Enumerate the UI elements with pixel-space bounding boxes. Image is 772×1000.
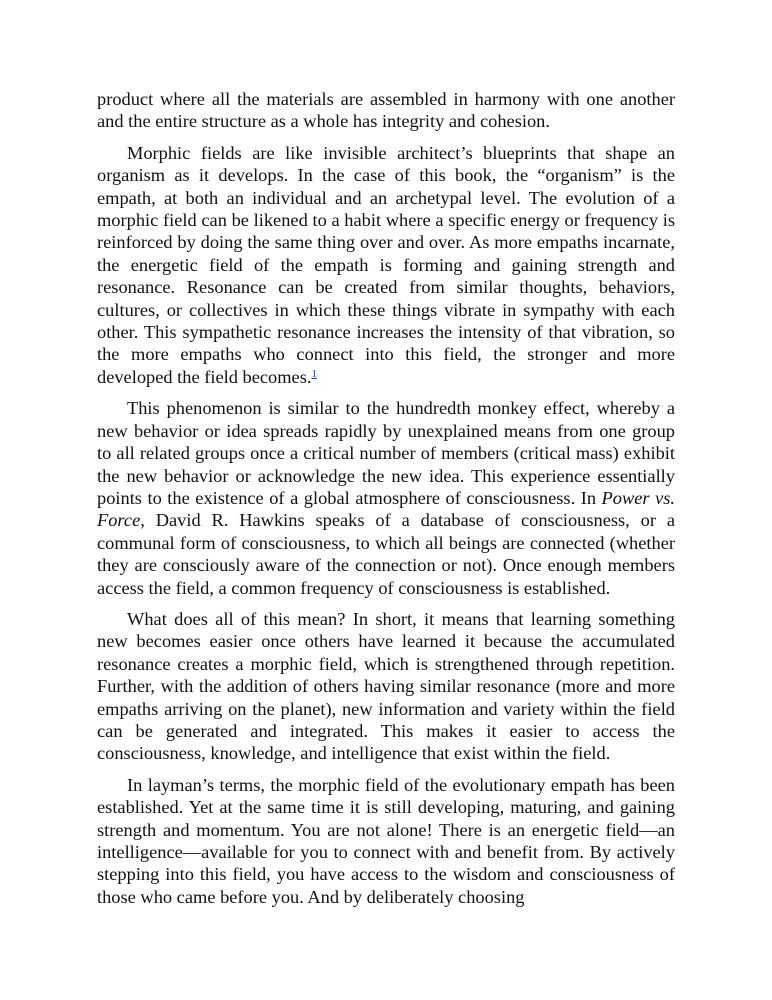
book-title: Power vs. Force, bbox=[97, 487, 675, 531]
paragraph-text: product where all the materials are assembled in harmony with one another and the entire structure as a whole has integrity and cohesion. bbox=[97, 89, 675, 132]
paragraph-text: In layman’s terms, the morphic field of the evolutionary empath has been established. Yet at the same time it is still developing, maturing, and gaining strength and momentum. You are not alone! There is an energetic field—an intelligence—available for you to connect with and benefit from. By actively stepping into this field, you have access to the wisdom and consciousness of those who came before you. And by deliberately choosing bbox=[97, 774, 675, 907]
paragraph-morphic-fields bbox=[97, 142, 675, 388]
footnote-link[interactable]: 1 bbox=[311, 367, 317, 380]
paragraph-laymans-terms bbox=[97, 774, 675, 908]
paragraph-text: David R. Hawkins speaks of a database of consciousness, or a communal form of consciousness, to which all beings are connected (whether they are consciously aware of the connection or not). Once enough members access the field, a common frequency of consciousness is established. bbox=[97, 510, 675, 598]
paragraph-what-does-this-mean bbox=[97, 608, 675, 765]
page-body bbox=[97, 88, 675, 917]
paragraph-text: Morphic fields are like invisible architect’s blueprints that shape an organism as it develops. In the case of this book, the “organism” is the empath, at both an individual and an archetypal level. The evolution of a morphic field can be likened to a habit where a specific energy or frequency is reinforced by doing the same thing over and over. As more empaths incarnate, the energetic field of the empath is forming and gaining strength and resonance. Resonance can be created from similar thoughts, behaviors, cultures, or collectives in which these things vibrate in sympathy with each other. This sympathetic resonance increases the intensity of that vibration, so the more empaths who connect into this field, the stronger and more developed the field becomes. bbox=[97, 142, 675, 387]
paragraph-hundredth-monkey bbox=[97, 397, 675, 599]
paragraph-continued bbox=[97, 88, 675, 133]
paragraph-text: What does all of this mean? In short, it means that learning something new becomes easier once others have learned it because the accumulated resonance creates a morphic field, which is strengthened through repetition. Further, with the addition of others having similar resonance (more and more empaths arriving on the planet), new information and variety within the field can be generated and integrated. This makes it easier to access the consciousness, knowledge, and intelligence that exist within the field. bbox=[97, 608, 675, 764]
paragraph-text: This phenomenon is similar to the hundredth monkey effect, whereby a new behavior or idea spreads rapidly by unexplained means from one group to all related groups once a critical number of members (critical mass) exhibit the new behavior or acknowledge the new idea. This experience essentially points to the existence of a global atmosphere of consciousness. In bbox=[97, 398, 675, 508]
